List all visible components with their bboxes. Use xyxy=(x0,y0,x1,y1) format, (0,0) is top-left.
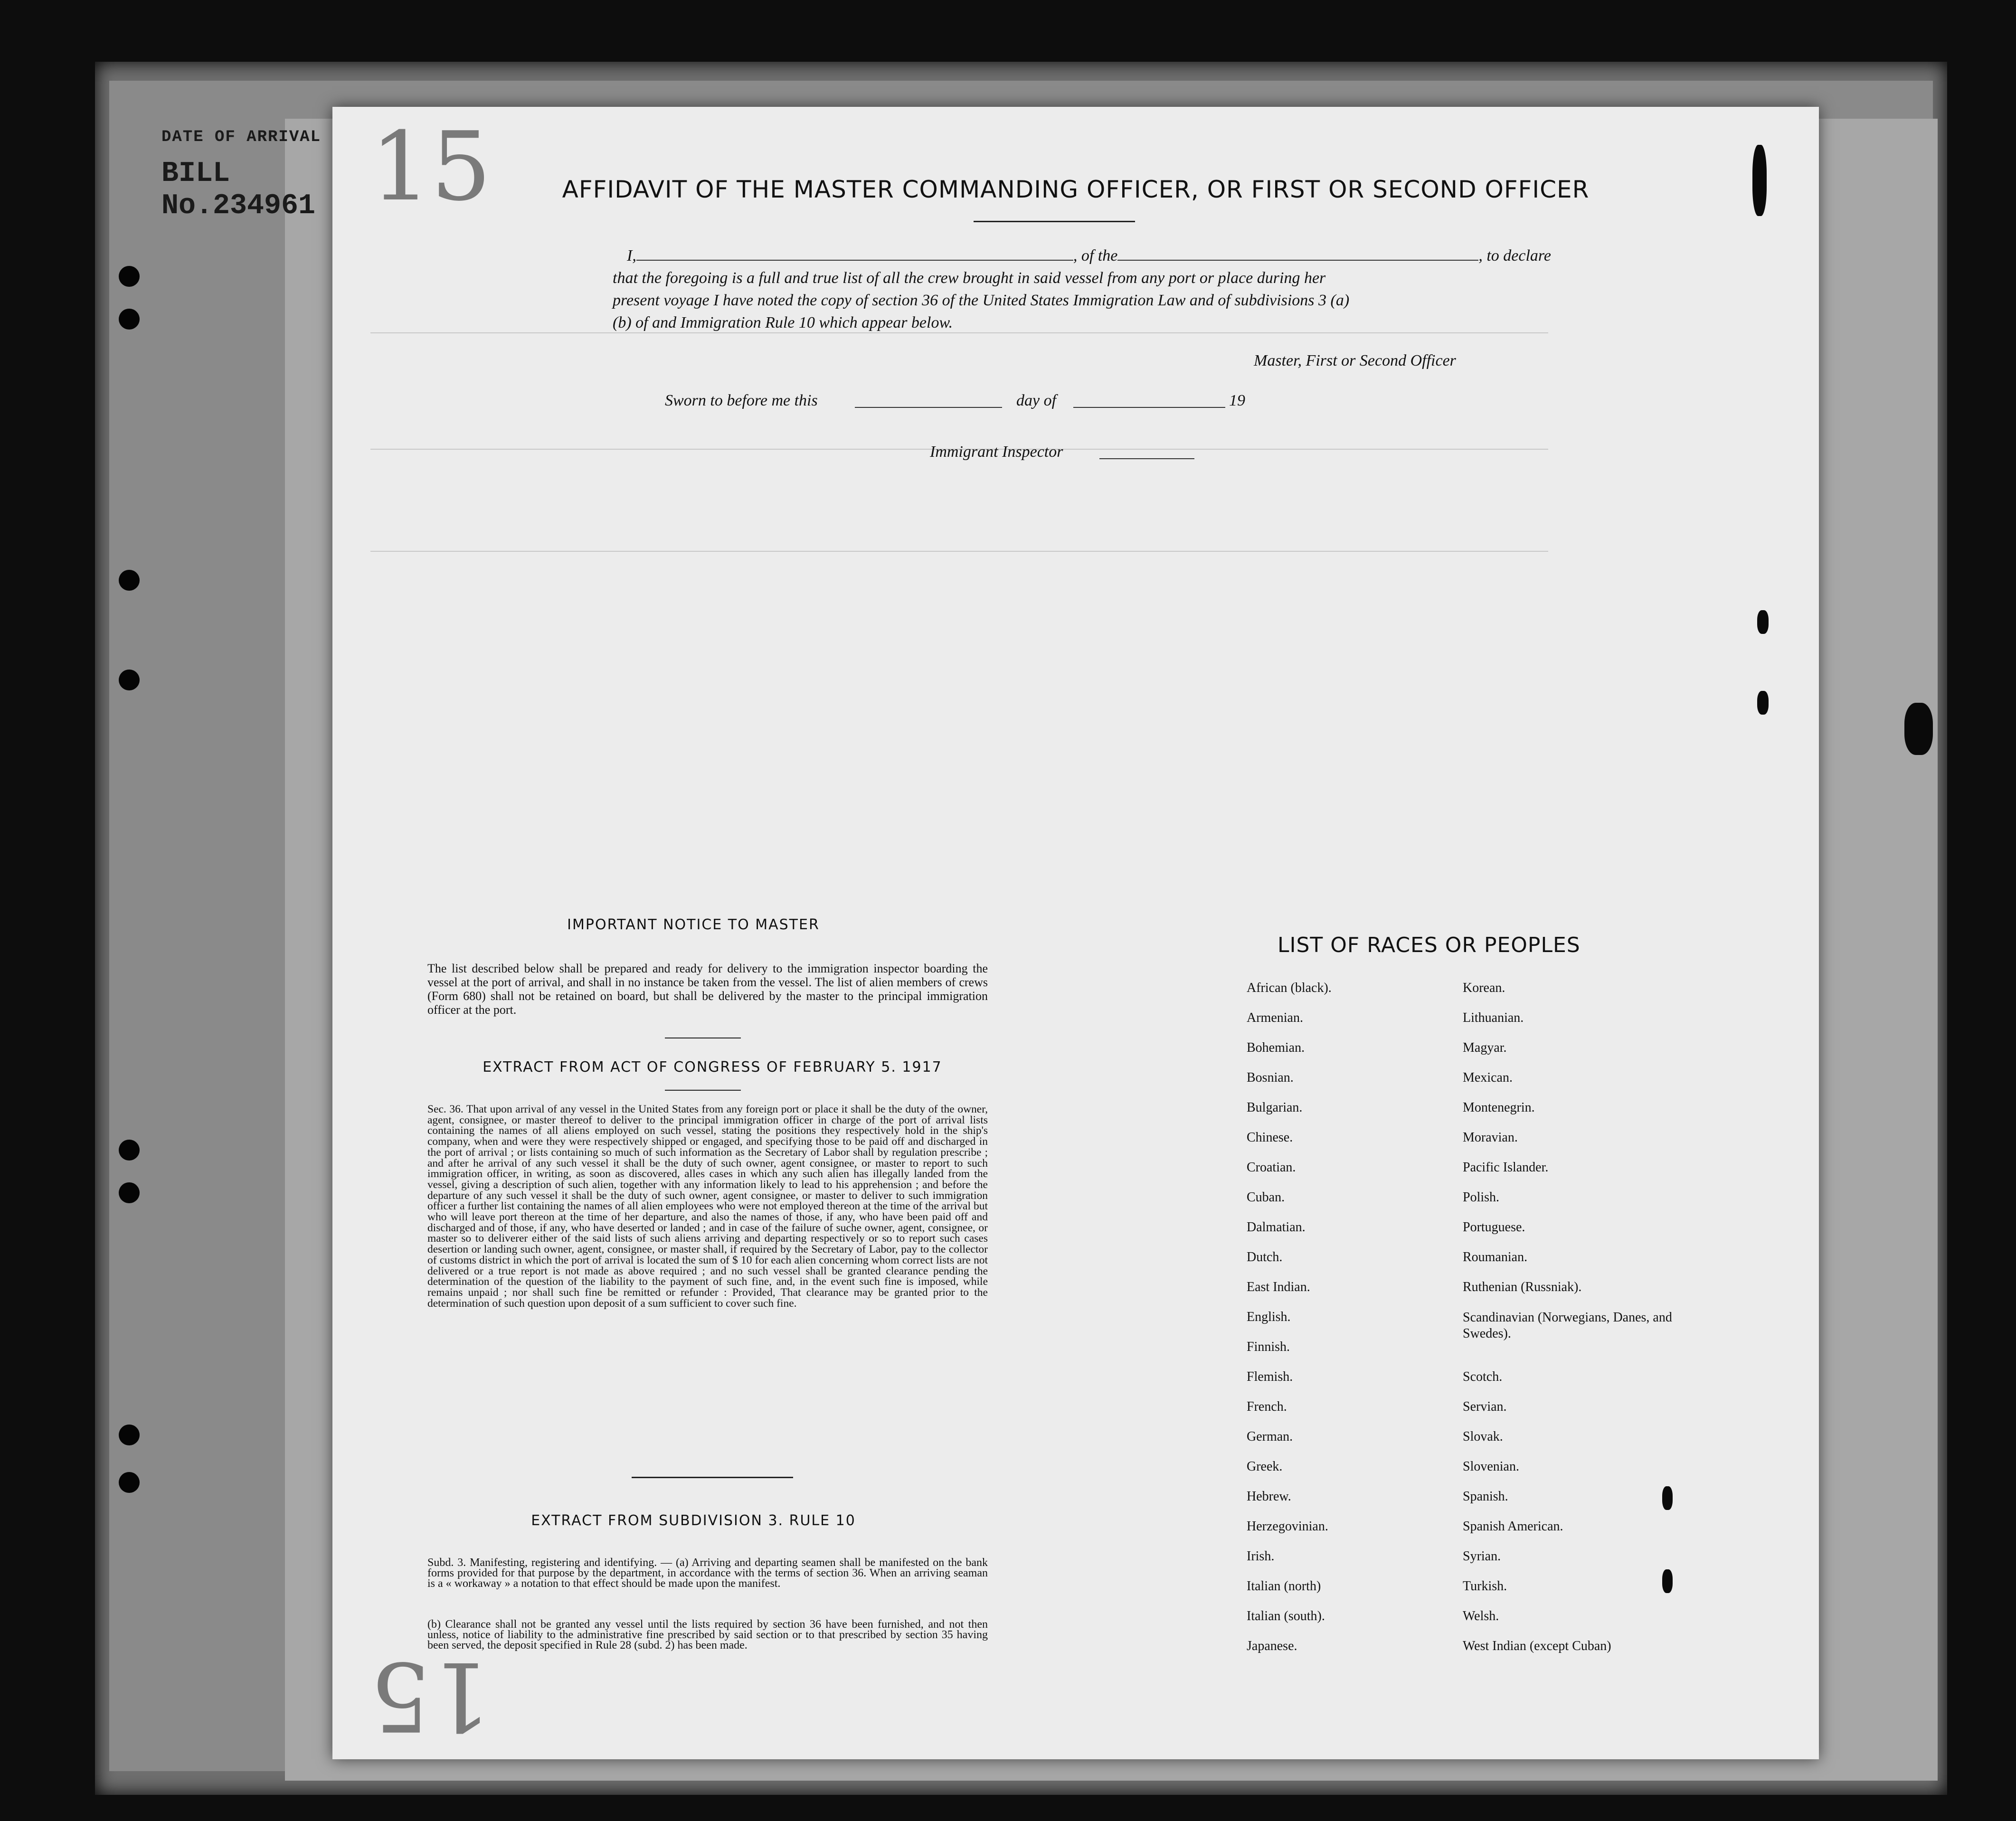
race-item: Bulgarian. xyxy=(1247,1100,1303,1115)
race-item: Polish. xyxy=(1463,1190,1500,1205)
binder-hole xyxy=(119,266,140,287)
title-rule xyxy=(974,221,1135,222)
race-item: Magyar. xyxy=(1463,1040,1507,1055)
inspector-label: Immigrant Inspector xyxy=(930,443,1063,461)
race-item: Slovak. xyxy=(1463,1429,1503,1444)
act-text: Sec. 36. That upon arrival of any vessel in the United States from any foreign port or place it shall be the duty of the owner, agent, consignee, or master thereof to deliver to the principal immigration officer in charge of the port of arrival lists containing the names of all aliens employed on such vessel, stating the positions they respectively hold in the ship's company, when and were they were respectively shipped or engaged, and specifying those to be paid off and discharged in the port of arrival ; or lists containing so much of such information as the Secretary of Labor shall by regulation prescribe ; and after he arrival of any such vessel it shall be the duty of such owner, agent consignee, or master to report to such immigration officer, in writing, as soon as discovered, alles cases in which any such alien has illegally landed from the vessel, giving a description of such alien, together with any information likely to lead to his apprehension ; and before the departure of any such vessel it shall be the duty of such owner, agent consignee, or master to deliver to such immigration officer a further list containing the names of all alien employees who were not employed thereon at the time of the arrival but who will leave port thereon at the time of her departure, and also the names of those, if any, who have been paid off and discharged and of those, if any, who have deserted or landed ; and in case of the failure of suche owner, agent, consignee, or master so to deliverer either of the said lists of such aliens arriving and departing respectively or so to report such cases desertion or landing such owner, agent, consignee, or master shall, if required by the Secretary of Labor, pay to the collector of customs district in which the port of arrival is located the sum of $ 10 for each alien concerning whom correct lists are not delivered or a true report is not made as above required ; and no such vessel shall be granted clearance pending the determination of the question of the liability to the payment of such fine, and, in the event such fine is imposed, while remains unpaid ; nor shall such fine be remitted or refunder : Provided, That clearance may be granted prior to the determination of such question upon deposit of a sum sufficient to cover such fine. xyxy=(427,1103,988,1310)
name-blank xyxy=(636,260,1073,261)
affidavit-to-declare: , to declare xyxy=(1478,247,1551,264)
notice-text: The list described below shall be prepared and ready for delivery to the immigration inspector boarding the vessel at the port of arrival, and shall in no instance be taken from the vessel. The list of alien members of crews (Form 680) shall not be retained on board, but shall be delivered by the master to the principal immigration officer at the port. xyxy=(427,962,988,1017)
binding-mark xyxy=(1662,1486,1673,1510)
race-item: Lithuanian. xyxy=(1463,1010,1524,1025)
day-of-label: day of xyxy=(1016,392,1057,409)
affidavit-line-1: that the foregoing is a full and true list of all the crew brought in said vessel from any port or place during her xyxy=(613,269,1326,287)
race-item: Roumanian. xyxy=(1463,1250,1528,1264)
ghost-line xyxy=(370,551,1548,552)
act-title: EXTRACT FROM ACT OF CONGRESS OF FEBRUARY 5. 1917 xyxy=(483,1059,942,1076)
race-item: Scandinavian (Norwegians, Danes, and Swedes). xyxy=(1463,1310,1672,1341)
races-left-column xyxy=(1247,981,1446,1669)
race-item: Bosnian. xyxy=(1247,1070,1294,1085)
inspector-blank xyxy=(1099,458,1194,459)
rule-text-b: (b) Clearance shall not be granted any vessel until the lists required by section 36 have been furnished, and not then unless, notice of liability to the administrative fine prescribed by said section or to that prescribed by section 35 having been served, the deposit specified in Rule 28 (subd. 2) has been made. xyxy=(427,1618,988,1651)
binder-hole xyxy=(119,670,140,690)
sheet-number-bottom: 15 xyxy=(370,1641,492,1751)
binder-hole xyxy=(119,309,140,330)
race-item: Korean. xyxy=(1463,981,1505,995)
binder-hole xyxy=(119,1425,140,1445)
race-item: Italian (north) xyxy=(1247,1579,1321,1594)
affidavit-line-3: (b) of and Immigration Rule 10 which appear below. xyxy=(613,314,953,331)
manifest-page xyxy=(332,107,1819,1759)
arrival-stamp xyxy=(161,128,342,222)
race-item: Montenegrin. xyxy=(1463,1100,1535,1115)
affidavit-of-the: , of the xyxy=(1073,247,1118,264)
binder-hole xyxy=(119,570,140,591)
race-item: Welsh. xyxy=(1463,1609,1499,1623)
binder-hole xyxy=(119,1472,140,1493)
race-item: French. xyxy=(1247,1399,1287,1414)
affidavit-text xyxy=(613,245,1847,334)
binding-mark xyxy=(1752,145,1767,216)
race-item: German. xyxy=(1247,1429,1293,1444)
race-item: West Indian (except Cuban) xyxy=(1463,1639,1611,1653)
rule-separator xyxy=(632,1477,793,1478)
month-blank xyxy=(1073,407,1225,408)
race-item: Dalmatian. xyxy=(1247,1220,1306,1235)
race-item: Cuban. xyxy=(1247,1190,1285,1205)
race-item: Slovenian. xyxy=(1463,1459,1519,1474)
race-item: Greek. xyxy=(1247,1459,1283,1474)
race-item: Pacific Islander. xyxy=(1463,1160,1549,1175)
race-item: Servian. xyxy=(1463,1399,1507,1414)
race-item: Herzegovinian. xyxy=(1247,1519,1328,1534)
race-item: Bohemian. xyxy=(1247,1040,1305,1055)
races-title: LIST OF RACES OR PEOPLES xyxy=(1278,933,1581,957)
binder-hole xyxy=(119,1140,140,1161)
stamp-bill-label: BILL No. xyxy=(161,158,230,222)
race-item: African (black). xyxy=(1247,981,1332,995)
race-item: Mexican. xyxy=(1463,1070,1513,1085)
race-item: Turkish. xyxy=(1463,1579,1507,1594)
races-right-column xyxy=(1463,981,1691,1669)
binding-mark xyxy=(1757,610,1769,634)
race-item: Finnish. xyxy=(1247,1340,1290,1354)
race-item: Croatian. xyxy=(1247,1160,1296,1175)
binding-mark xyxy=(1757,691,1769,715)
stamp-bill-number: 234961 xyxy=(213,190,316,222)
ink-blot xyxy=(1904,703,1933,755)
race-item: Spanish. xyxy=(1463,1489,1508,1504)
race-item: Syrian. xyxy=(1463,1549,1501,1564)
race-item: Flemish. xyxy=(1247,1369,1293,1384)
race-item: Armenian. xyxy=(1247,1010,1303,1025)
sworn-day-blank xyxy=(855,407,1002,408)
race-item: Moravian. xyxy=(1463,1130,1518,1145)
race-item: Ruthenian (Russniak). xyxy=(1463,1280,1582,1294)
race-item: Portuguese. xyxy=(1463,1220,1525,1235)
year-label: 19 xyxy=(1229,392,1245,409)
race-item: English. xyxy=(1247,1310,1291,1324)
binding-mark xyxy=(1662,1569,1673,1593)
race-item: Hebrew. xyxy=(1247,1489,1291,1504)
affidavit-i: I, xyxy=(627,247,636,264)
rule-text-a: Subd. 3. Manifesting, registering and identifying. — (a) Arriving and departing seamen shall be manifested on the bank forms provided for that purpose by the department, in accordance with the terms of section 36. When an arriving seaman is a « workaway » a notation to that effect should be made upon the manifest. xyxy=(427,1557,988,1590)
affidavit-line-2: present voyage I have noted the copy of section 36 of the United States Immigration Law and of subdivisions 3 (a) xyxy=(613,292,1350,309)
race-item: Scotch. xyxy=(1463,1369,1503,1384)
stamp-date-label: DATE OF ARRIVAL xyxy=(161,128,322,146)
act-rule xyxy=(665,1090,741,1091)
vessel-blank xyxy=(1117,260,1478,261)
race-item: East Indian. xyxy=(1247,1280,1310,1294)
officer-signature-label: Master, First or Second Officer xyxy=(1254,352,1456,369)
notice-title: IMPORTANT NOTICE TO MASTER xyxy=(567,916,820,933)
race-item: Irish. xyxy=(1247,1549,1275,1564)
race-item: Italian (south). xyxy=(1247,1609,1325,1623)
binder-hole xyxy=(119,1182,140,1203)
affidavit-title: AFFIDAVIT OF THE MASTER COMMANDING OFFICER, OR FIRST OR SECOND OFFICER xyxy=(562,176,1590,203)
race-item: Spanish American. xyxy=(1463,1519,1563,1534)
rule-title: EXTRACT FROM SUBDIVISION 3. RULE 10 xyxy=(531,1512,856,1529)
race-item: Japanese. xyxy=(1247,1639,1297,1653)
sheet-number-top: 15 xyxy=(370,112,492,222)
race-item: Dutch. xyxy=(1247,1250,1283,1264)
race-item: Chinese. xyxy=(1247,1130,1293,1145)
sworn-label: Sworn to before me this xyxy=(665,392,818,409)
